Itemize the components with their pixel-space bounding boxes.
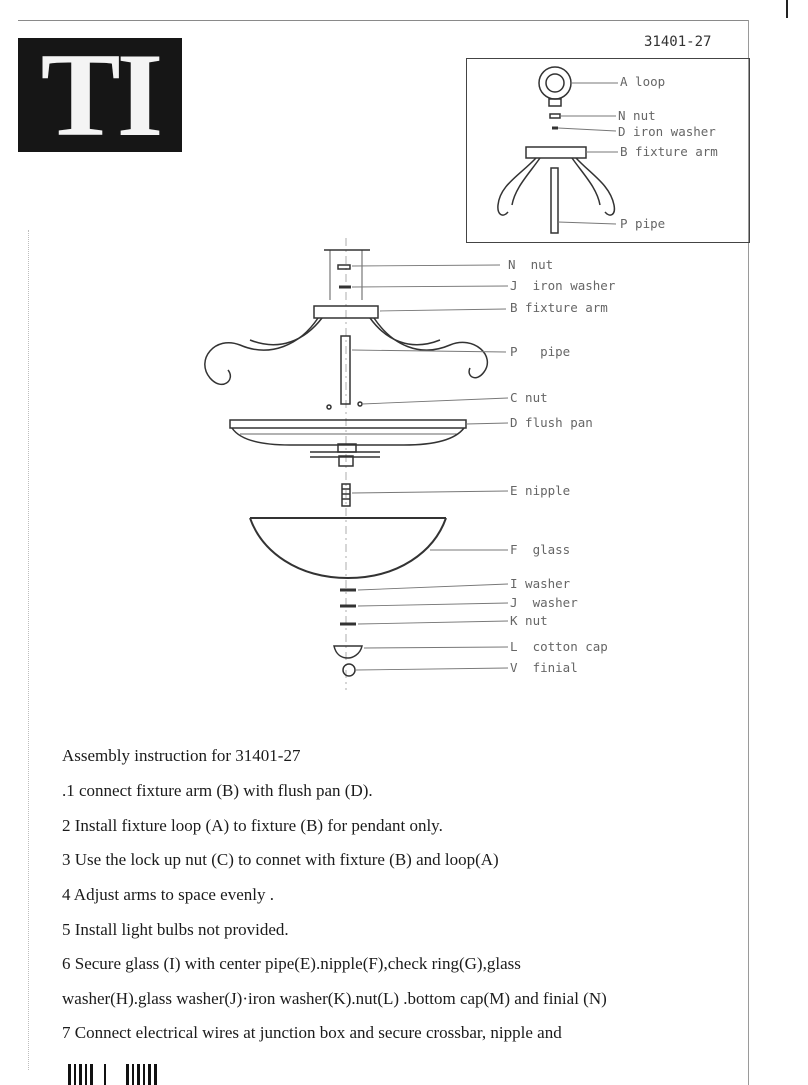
nut-c-part-right — [358, 402, 362, 406]
instruction-step-2: 2 Install fixture loop (A) to fixture (B) for pendant only. — [62, 816, 443, 835]
label-cotton-cap: L cotton cap — [510, 639, 608, 654]
loop-part — [539, 67, 571, 106]
pipe-part — [341, 336, 350, 404]
label-washer-j: J washer — [510, 595, 578, 610]
label-inset-pipe: P pipe — [620, 216, 666, 231]
instruction-step-6: 6 Secure glass (I) with center pipe(E).nipple(F),check ring(G),glass — [62, 954, 521, 973]
label-inset-fixture-arm: B fixture arm — [620, 144, 718, 159]
model-number: 31401-27 — [644, 34, 712, 50]
label-inset-iron-washer: D iron washer — [618, 124, 716, 139]
instruction-step-3: 3 Use the lock up nut (C) to connet with fixture (B) and loop(A) — [62, 850, 499, 869]
label-nipple: E nipple — [510, 483, 571, 498]
label-nut-c: C nut — [510, 390, 548, 405]
instruction-step-4: 4 Adjust arms to space evenly . — [62, 885, 274, 904]
label-nut: N nut — [508, 257, 554, 272]
brand-logo-text: TI — [40, 38, 160, 152]
finial-part — [343, 664, 355, 676]
nut-part — [338, 265, 350, 269]
fixture-arm-part — [205, 306, 488, 384]
label-iron-washer: J iron washer — [510, 278, 616, 293]
crossbar-part — [310, 444, 380, 466]
instruction-step-7: 7 Connect electrical wires at junction box and secure crossbar, nipple and — [62, 1023, 562, 1042]
label-pipe: P pipe — [510, 344, 571, 359]
inset-nut-part — [550, 114, 560, 118]
cotton-cap-part — [334, 646, 362, 658]
instruction-step-1: .1 connect fixture arm (B) with flush pan (D). — [62, 781, 373, 800]
instruction-step-6-continued: washer(H).glass washer(J)·iron washer(K).nut(L) .bottom cap(M) and finial (N) — [62, 989, 607, 1008]
instruction-step-5: 5 Install light bulbs not provided. — [62, 920, 289, 939]
flush-pan-part — [230, 420, 466, 445]
label-fixture-arm: B fixture arm — [510, 300, 608, 315]
label-inset-nut: N nut — [618, 108, 656, 123]
glass-bowl-part — [250, 518, 446, 578]
label-finial: V finial — [510, 660, 578, 675]
label-glass: F glass — [510, 542, 571, 557]
label-washer-i: I washer — [510, 576, 571, 591]
top-mount — [324, 250, 370, 300]
label-flush-pan: D flush pan — [510, 415, 593, 430]
nut-c-part-left — [327, 405, 331, 409]
inset-fixture-arm-part — [498, 147, 615, 215]
label-nut-k: K nut — [510, 613, 548, 628]
inset-pipe-part — [551, 168, 558, 233]
label-loop: A loop — [620, 74, 666, 89]
instructions-title: Assembly instruction for 31401-27 — [62, 746, 301, 765]
